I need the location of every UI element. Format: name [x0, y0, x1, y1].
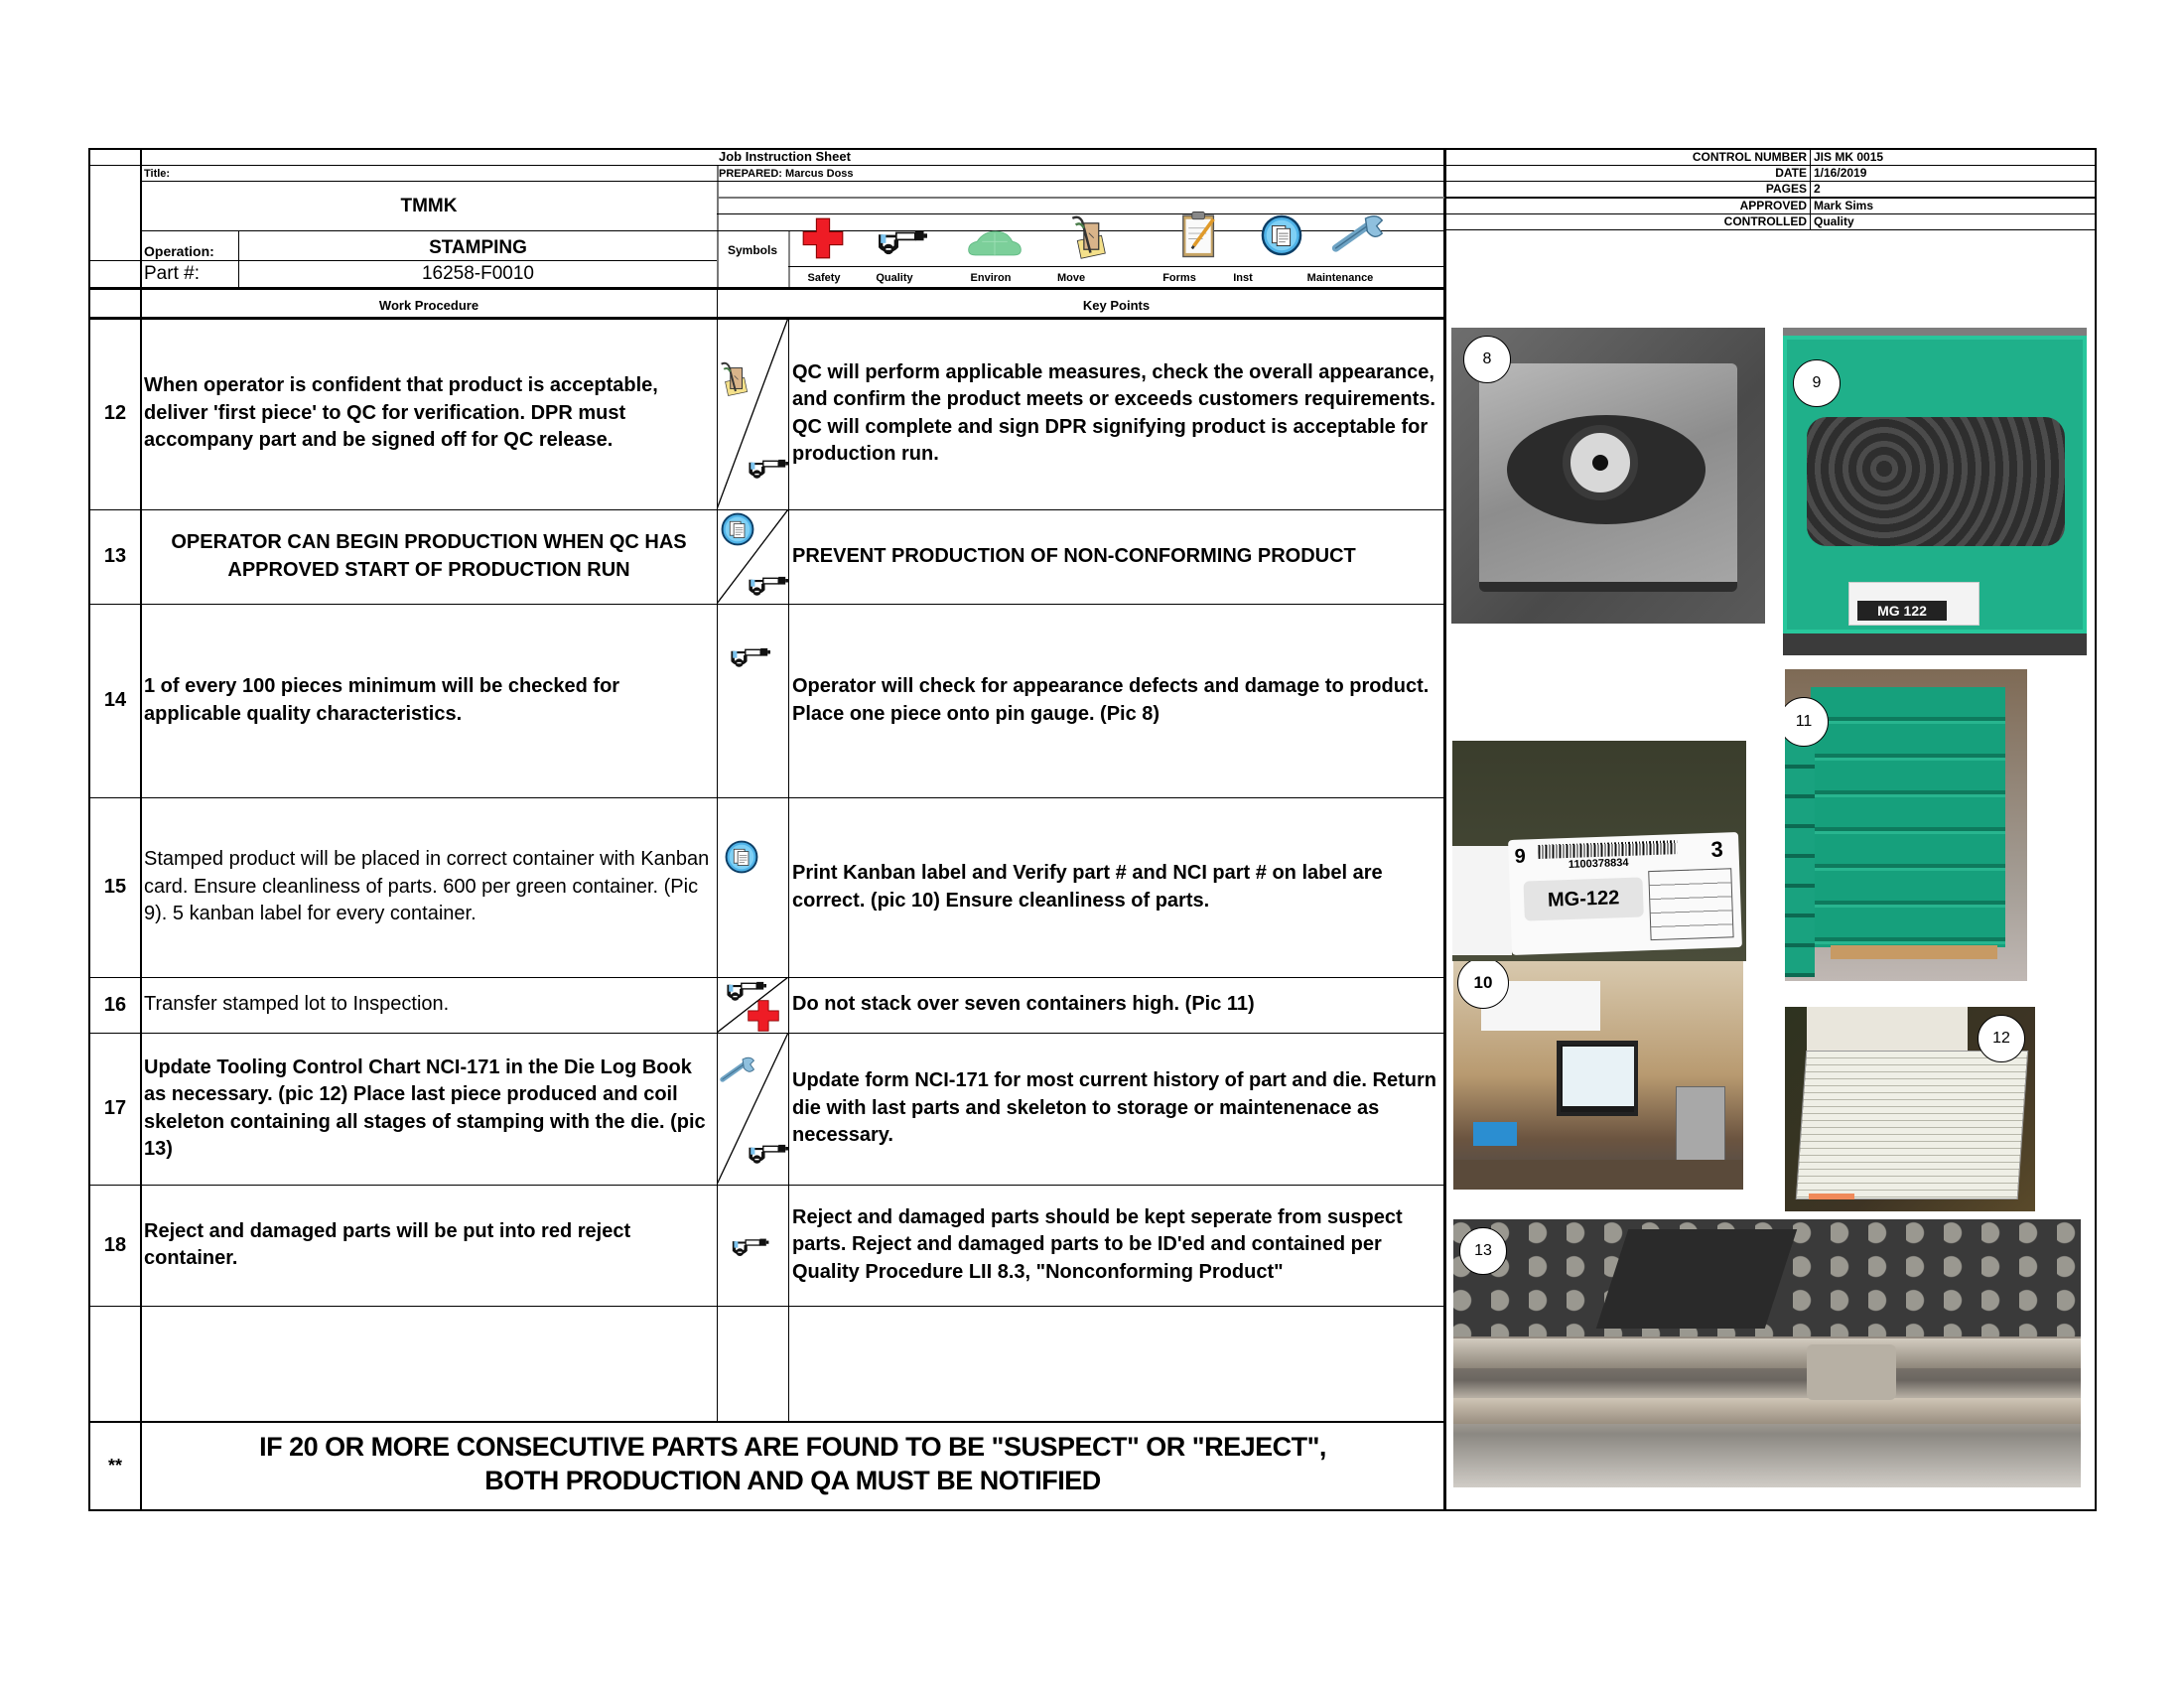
symbol-label-environ: Environ: [970, 272, 1012, 284]
photo-badge: 13: [1459, 1227, 1507, 1275]
photo-13-die-skeleton: [1453, 1219, 2081, 1487]
label-card: [1508, 832, 1742, 955]
photo-badge: 9: [1793, 359, 1841, 407]
step-procedure: 1 of every 100 pieces minimum will be checked for applicable quality characteristics.: [144, 675, 620, 725]
work-procedure-header: Work Procedure: [378, 298, 479, 313]
card-left-number: 9: [1514, 845, 1527, 868]
photo-badge: 8: [1463, 336, 1511, 383]
clipboard-icon: [1181, 210, 1217, 259]
footer-marker: **: [107, 1455, 122, 1476]
prepared-field: [719, 167, 854, 181]
container-base: [1783, 633, 2087, 655]
divider: [140, 181, 1444, 182]
controlled-value: Quality: [1814, 214, 1854, 228]
step-number: 14: [103, 689, 127, 711]
barcode: [1538, 840, 1677, 859]
divider: [788, 266, 1444, 267]
micrometer-icon: [747, 1142, 788, 1166]
last-piece: [1596, 1229, 1797, 1329]
sheet-title: Job Instruction Sheet: [719, 149, 851, 164]
key-points-header: Key Points: [1082, 298, 1151, 313]
step-procedure: OPERATOR CAN BEGIN PRODUCTION WHEN QC HAS APPROVED START OF PRODUCTION RUN: [171, 531, 687, 581]
pages-label: PAGES: [1765, 182, 1807, 196]
divider: [1444, 229, 2095, 230]
date-value: 1/16/2019: [1814, 166, 1867, 180]
operation-label: Operation:: [144, 243, 214, 259]
hand-truck-icon: [719, 359, 749, 397]
control-number-label: CONTROL NUMBER: [1692, 150, 1807, 164]
divider: [717, 197, 1444, 199]
divider: [89, 1306, 1444, 1307]
step-number: 16: [103, 993, 127, 1016]
barcode-number: 1100378834: [1568, 856, 1629, 871]
symbols-label: Symbols: [727, 243, 777, 257]
photo-badge: 12: [1978, 1015, 2025, 1062]
step-procedure: Transfer stamped lot to Inspection.: [144, 993, 450, 1016]
die-rail-1: [1453, 1338, 2081, 1368]
photo-9-container: [1783, 328, 2087, 655]
blue-bin: [1473, 1122, 1517, 1146]
container-stack: [1811, 687, 2005, 947]
container-label-text: MG 122: [1857, 601, 1947, 621]
document-circle-icon: [1261, 214, 1302, 256]
photo-11-stacked-containers: [1785, 669, 2027, 981]
micrometer-icon: [747, 457, 788, 481]
divider: [717, 165, 719, 290]
green-car-icon: [965, 226, 1024, 260]
step-number: 13: [103, 545, 127, 567]
symbol-label-move: Move: [1056, 272, 1086, 284]
step-procedure: Update Tooling Control Chart NCI-171 in the Die Log Book as necessary. (pic 12) Place last piece produced and coil skeleton containing all stages of stamping with the die. (pic 13): [144, 1055, 706, 1160]
side-stack: [1785, 739, 1815, 977]
operation-value: STAMPING: [429, 237, 527, 258]
symbol-label-maintenance: Maintenance: [1306, 272, 1374, 284]
icon-cell-diagonal: [717, 318, 788, 509]
divider: [89, 1421, 1444, 1423]
approved-label: APPROVED: [1739, 199, 1807, 212]
red-cross-icon: [747, 999, 780, 1033]
symbol-label-inst: Inst: [1233, 272, 1253, 284]
divider: [788, 230, 790, 287]
gasket-hole: [1592, 455, 1608, 471]
photo-8-pin-gauge: [1451, 328, 1765, 624]
die-rail-2: [1453, 1398, 2081, 1424]
micrometer-icon: [747, 574, 788, 598]
label-printer: [1676, 1086, 1725, 1166]
symbol-label-safety: Safety: [807, 272, 841, 284]
photo-12-log-book: [1785, 1007, 2035, 1211]
photo-badge: 11: [1785, 697, 1829, 747]
title-label: Title:: [144, 168, 171, 180]
step-number: 12: [103, 402, 127, 424]
pages-value: 2: [1814, 182, 1821, 196]
die-post: [1807, 1344, 1896, 1400]
step-number: 18: [103, 1233, 127, 1256]
binder-top-pages: [1807, 1007, 1968, 1053]
part-number-label: Part #:: [144, 263, 200, 284]
step-key-points: Operator will check for appearance defects and damage to product. Place one piece onto pin gauge. (Pic 8): [792, 675, 1430, 725]
micrometer-icon: [876, 226, 927, 258]
step-number: 17: [103, 1097, 127, 1119]
part-number-value: 16258-F0010: [421, 263, 535, 284]
label-grid: [1648, 868, 1733, 940]
prepared-value: Marcus Doss: [785, 168, 854, 180]
dolly: [1831, 945, 1997, 959]
step-procedure: When operator is confident that product is acceptable, deliver 'first piece' to QC for verification. DPR must accompany part and be signed off for QC release.: [144, 374, 658, 452]
date-label: DATE: [1775, 166, 1807, 180]
step-procedure: Reject and damaged parts will be put into red reject container.: [144, 1219, 631, 1269]
monitor-screen: [1563, 1047, 1634, 1106]
title-value: TMMK: [400, 196, 458, 216]
step-key-points: Print Kanban label and Verify part # and NCI part # on label are correct. (pic 10) Ensure cleanliness of parts.: [792, 862, 1383, 912]
document-circle-icon: [721, 512, 754, 546]
symbol-label-forms: Forms: [1162, 272, 1196, 284]
approved-value: Mark Sims: [1814, 199, 1874, 212]
control-number-value: JIS MK 0015: [1814, 150, 1884, 164]
wrench-icon: [1330, 212, 1386, 254]
label-card-back: [1452, 846, 1512, 955]
divider: [89, 165, 1444, 166]
hand-truck-icon: [1069, 212, 1107, 260]
photo-10-kanban-label: [1452, 741, 1746, 961]
step-key-points: PREVENT PRODUCTION OF NON-CONFORMING PRODUCT: [792, 544, 1356, 567]
container-label: [1848, 582, 1979, 626]
red-cross-icon: [801, 216, 845, 260]
wrench-icon: [719, 1055, 756, 1084]
desk: [1453, 1160, 1743, 1190]
footer-line-1: IF 20 OR MORE CONSECUTIVE PARTS ARE FOUND TO BE "SUSPECT" OR "REJECT",: [259, 1432, 1326, 1462]
document-circle-icon: [725, 840, 758, 874]
card-right-number: 3: [1710, 836, 1724, 862]
controlled-label: CONTROLLED: [1723, 214, 1807, 228]
step-procedure: Stamped product will be placed in correct container with Kanban card. Ensure cleanliness of parts. 600 per green container. (Pic 9). 5 kanban label for every container.: [144, 848, 710, 925]
divider: [140, 230, 1444, 231]
micrometer-icon: [729, 645, 770, 669]
binder-tab: [1809, 1194, 1854, 1199]
divider: [89, 287, 1444, 290]
binder-form: [1796, 1051, 2028, 1199]
micrometer-icon: [730, 1236, 769, 1258]
photo-badge: 10: [1457, 961, 1509, 1009]
container-parts: [1807, 417, 2065, 546]
photo-10-print-station: [1453, 961, 1743, 1190]
footer-line-2: BOTH PRODUCTION AND QA MUST BE NOTIFIED: [484, 1466, 1101, 1495]
step-key-points: Do not stack over seven containers high. (Pic 11): [792, 993, 1255, 1016]
step-number: 15: [103, 876, 127, 898]
step-key-points: Update form NCI-171 for most current history of part and die. Return die with last parts and skeleton to storage or maintenenace as necessary.: [792, 1069, 1436, 1147]
step-key-points: QC will perform applicable measures, check the overall appearance, and confirm the product meets or exceeds customers requirements. QC will complete and sign DPR signifying product is acceptable for production run.: [792, 360, 1435, 465]
step-key-points: Reject and damaged parts should be kept seperate from suspect parts. Reject and damaged parts to be ID'ed and contained per Quality Procedure LII 8.3, "Nonconforming Product": [792, 1205, 1403, 1283]
divider: [89, 260, 717, 261]
prepared-label: PREPARED:: [719, 168, 782, 180]
label-part-code: MG-122: [1524, 877, 1644, 920]
symbol-label-quality: Quality: [876, 272, 913, 284]
